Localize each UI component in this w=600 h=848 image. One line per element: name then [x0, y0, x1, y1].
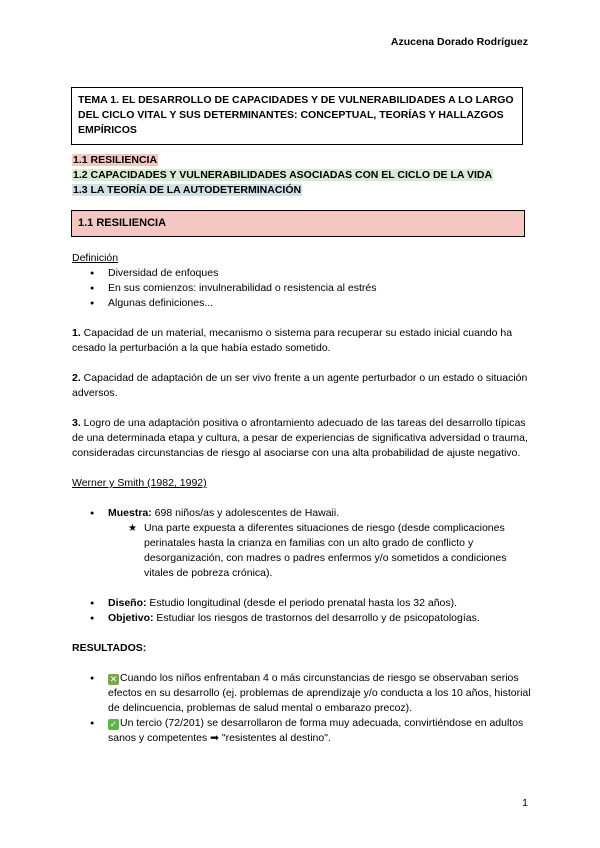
author-name: Azucena Dorado Rodríguez [390, 36, 528, 48]
definition-list [72, 266, 532, 311]
toc-item-resiliencia: 1.1 RESILIENCIA [73, 154, 158, 166]
definition-2: 2. Capacidad de adaptación de un ser vivo frente a un agente perturbador o un estado o situación adversos. [72, 372, 528, 399]
definition-heading: Definición [72, 252, 119, 264]
check-mark-icon: ✓ [109, 719, 118, 729]
section-heading: 1.1 RESILIENCIA [71, 210, 525, 237]
toc-item-capacidades: 1.2 CAPACIDADES Y VULNERABILIDADES ASOCIADAS CON EL CICLO DE LA VIDA [73, 169, 493, 181]
table-of-contents [72, 153, 493, 198]
list-item: ● Algunas definiciones... [72, 296, 532, 311]
study-list [72, 506, 532, 581]
list-item: ● ✕ Cuando los niños enfrentaban 4 o más circunstancias de riesgo se observaban serios efectos en su desarrollo (ej. problemas de aprendizaje y/o conducta a los 10 años, historial de delincuencia, problemas de salud mental o embarazo precoz). [72, 671, 532, 716]
list-item: ● Objetivo: Estudiar los riesgos de trastornos del desarrollo y de psicopatologías. [72, 611, 532, 626]
study-heading: Werner y Smith (1982, 1992) [72, 477, 207, 489]
topic-title: TEMA 1. EL DESARROLLO DE CAPACIDADES Y DE VULNERABILIDADES A LO LARGO DEL CICLO VITAL Y SUS DETERMINANTES: CONCEPTUAL, TEORÍAS Y HALLAZGOS EMPÍRICOS [71, 87, 523, 145]
list-item: ● ✓ Un tercio (72/201) se desarrollaron de forma muy adecuada, convirtiéndose en adultos sanos y competentes ➡ "resistentes al destino". [72, 716, 532, 746]
toc-item-autodeterminacion: 1.3 LA TEORÍA DE LA AUTODETERMINACIÓN [73, 184, 302, 196]
definition-3: 3. Logro de una adaptación positiva o afrontamiento adecuado de las tareas del desarrollo típicas de una determinada etapa y cultura, a pesar de experiencias de significativa adversidad o trauma, consideradas circunstancias de riesgo al asociarse con una alta probabilidad de ajuste negativo. [72, 417, 528, 459]
list-item: ● En sus comienzos: invulnerabilidad o resistencia al estrés [72, 281, 532, 296]
document-body [72, 251, 532, 746]
page-number: 1 [522, 797, 528, 809]
definition-1: 1. Capacidad de un material, mecanismo o sistema para recuperar su estado inicial cuando ha cesado la perturbación a la que había estado sometido. [72, 327, 513, 354]
results-heading: RESULTADOS: [72, 642, 147, 654]
list-item: ● Diseño: Estudio longitudinal (desde el periodo prenatal hasta los 32 años). [72, 596, 532, 611]
list-item: ● Diversidad de enfoques [72, 266, 532, 281]
study-details [72, 596, 532, 626]
results-list [72, 671, 532, 746]
cross-mark-icon: ✕ [109, 674, 118, 684]
list-item: ★ Una parte expuesta a diferentes situaciones de riesgo (desde complicaciones perinatales hasta la crianza en familias con un alto grado de conflicto y desorganización, con madres o padres enfermos y/o sometidos a condiciones vitales de pobreza crónica). [108, 521, 532, 581]
list-item: ● Muestra: 698 niños/as y adolescentes de Hawaii. ★ Una parte expuesta a diferentes situaciones de riesgo (desde complicaciones perinatales hasta la crianza en familias con un alto grado de conflicto y desorganización, con madres o padres enfermos y/o sometidos a condiciones vitales de pobreza crónica). [72, 506, 532, 581]
